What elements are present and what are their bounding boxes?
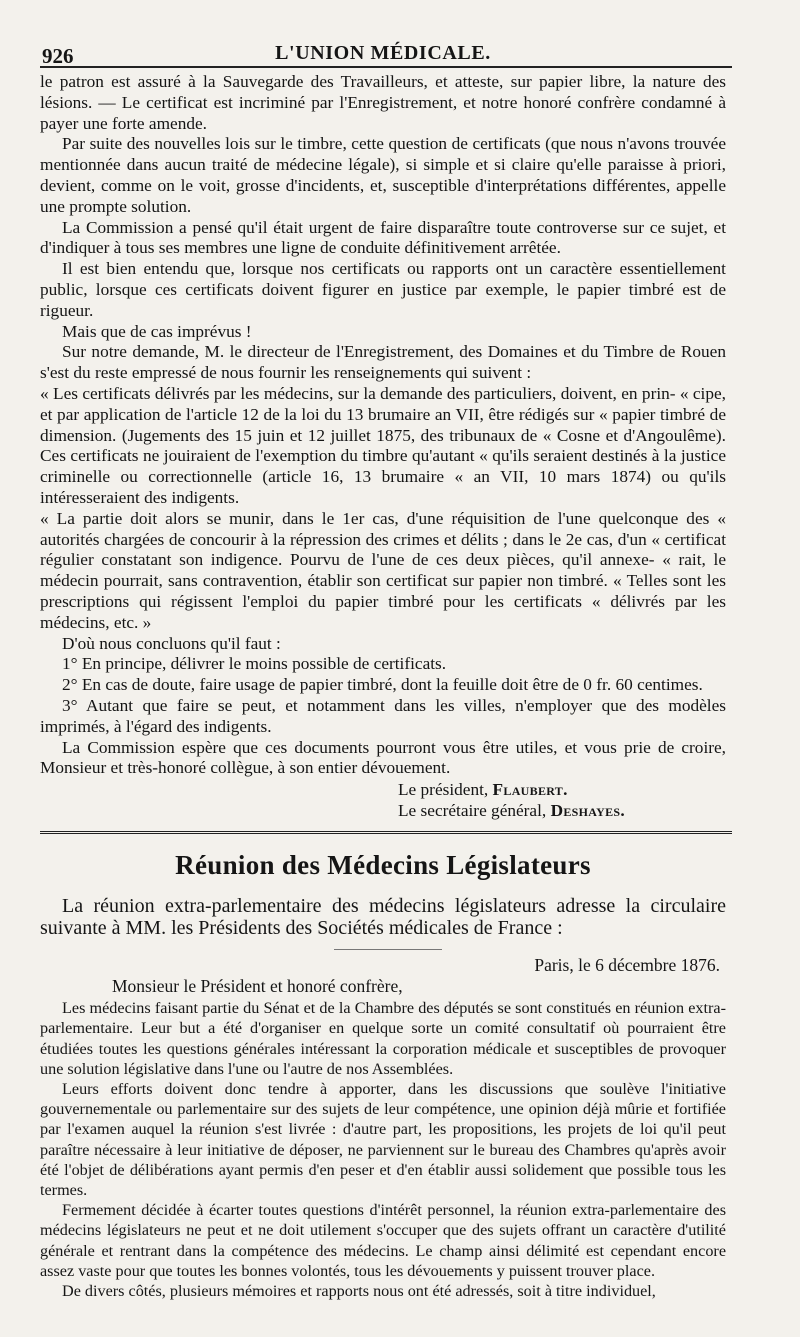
circular-paragraph: Les médecins faisant partie du Sénat et de la Chambre des députés se sont constitués en réunion extra-parlementaire. Leur but a été d'organiser en quelque sorte un comité consultatif où pourraient être étudiées toutes les questions générales intéressant la corporation médicale et susceptibles de provoquer une solution législative dans l'une ou l'autre de nos Assemblées.: [40, 999, 726, 1078]
secretary-signature: [40, 800, 726, 821]
president-signature: [40, 779, 726, 800]
letter-paragraph: le patron est assuré à la Sauvegarde des Travailleurs, et atteste, sur papier libre, la nature des lésions. — Le certificat est incriminé par l'Enregistrement, et notre honoré confrère condamné à payer une forte amende.: [40, 72, 726, 133]
letter-paragraph: Par suite des nouvelles lois sur le timbre, cette question de certificats (que nous n'avons trouvée mentionnée dans aucun traité de médecine légale), si simple et si claire qu'elle paraisse à priori, devient, comme on le voit, grosse d'incidents, et, susceptible d'interprétations différentes, appelle une prompte solution.: [40, 134, 726, 216]
dateline: Paris, le 6 décembre 1876.: [534, 955, 720, 976]
section-title: Réunion des Médecins Législateurs: [175, 850, 591, 881]
letter-paragraph: Mais que de cas imprévus !: [62, 321, 252, 341]
secretary-name: Deshayes.: [550, 801, 625, 821]
conclusion-item: 1° En principe, délivrer le moins possible de certificats.: [62, 654, 447, 674]
president-name: Flaubert.: [492, 780, 568, 800]
quoted-paragraph: « Les certificats délivrés par les médecins, sur la demande des particuliers, doivent, en prin- « cipe, et par application de l'article 12 de la loi du 13 brumaire an VII, être rédigés sur « papier timbré de dimension. (Jugements des 15 juin et 12 juillet 1875, des tribunaux de « Cosne et d'Angoulême). Ces certificats ne jouiraient de l'exemption du timbre qu'autant « qu'ils seraient destinés à la justice criminelle ou correctionnelle (article 16, 13 brumaire « an VII, 10 mars 1874) ou qu'ils intéresseraient des indigents.: [40, 383, 726, 507]
section-rule: [40, 831, 732, 834]
header-rule: [40, 66, 732, 68]
letter-paragraph: La Commission espère que ces documents pourront vous être utiles, et vous prie de croire, Monsieur et très-honoré collègue, à son entier dévouement.: [40, 737, 726, 778]
letter-paragraph: Sur notre demande, M. le directeur de l'Enregistrement, des Domaines et du Timbre de Rouen s'est du reste empressé de nous fournir les renseignements qui suivent :: [40, 342, 726, 383]
circular-paragraph: Leurs efforts doivent donc tendre à apporter, dans les discussions que soulève l'initiative gouvernementale ou parlementaire sur des sujets de leur compétence, une opinion déjà mûrie et fortifiée par l'examen auquel la réunion s'est livrée : d'autre part, les propositions, les projets de loi qu'il peut paraître nécessaire à leur initiative de déposer, ne parviennent sur le bureau des Chambres qu'après avoir été l'objet de délibérations ayant permis d'en peser et d'en établir aussi solidement que possible tous les termes.: [40, 1079, 726, 1199]
circular-paragraph: De divers côtés, plusieurs mémoires et rapports nous ont été adressés, soit à titre individuel,: [62, 1281, 656, 1300]
letter-paragraph: La Commission a pensé qu'il était urgent de faire disparaître toute controverse sur ce sujet, et d'indiquer à tous ses membres une ligne de conduite définitivement arrêtée.: [40, 217, 726, 258]
divider: [334, 949, 442, 950]
president-label: Le président,: [398, 780, 489, 800]
page-number: 926: [42, 44, 74, 68]
letter-paragraph: Il est bien entendu que, lorsque nos certificats ou rapports ont un caractère essentiellement public, lorsque ces certificats doivent figurer en justice par exemple, le papier timbré est de rigueur.: [40, 259, 726, 320]
circular-paragraph: Fermement décidée à écarter toutes questions d'intérêt personnel, la réunion extra-parlementaire des médecins législateurs ne peut et ne doit utilement s'occuper que des sujets offrant un caractère d'utilité générale et rentrant dans la compétence des médecins. Le champ ainsi délimité est cependant encore assez vaste pour que toutes les bonnes volontés, tous les dévouements y puissent trouver place.: [40, 1201, 726, 1280]
secretary-label: Le secrétaire général,: [398, 801, 547, 821]
salutation: Monsieur le Président et honoré confrère,: [112, 976, 403, 997]
quoted-paragraph: « La partie doit alors se munir, dans le 1er cas, d'une réquisition de l'une quelconque des « autorités chargées de concourir à la répression des crimes et délits ; dans le 2e cas, d'un « certificat régulier constatant son indigence. Pourvu de l'une de ces deux pièces, qu'il annexe- « rait, le médecin pourrait, sans contravention, établir son certificat sur papier non timbré. « Telles sont les prescriptions qui régissent l'emploi du papier timbré pour les certificats « délivrés par les médecins, etc. »: [40, 508, 726, 632]
running-head: [40, 0, 726, 66]
letter-paragraph: D'où nous concluons qu'il faut :: [62, 633, 281, 653]
conclusion-item: 2° En cas de doute, faire usage de papier timbré, dont la feuille doit être de 0 fr. 60 centimes.: [62, 675, 703, 695]
section-intro: La réunion extra-parlementaire des médecins législateurs adresse la circulaire suivante à MM. les Présidents des Sociétés médicales de France :: [40, 895, 726, 940]
journal-title: L'UNION MÉDICALE.: [275, 42, 491, 64]
conclusion-item: 3° Autant que faire se peut, et notamment dans les villes, n'employer que des modèles imprimés, à l'égard des indigents.: [40, 695, 726, 736]
circular-body: [40, 998, 726, 1301]
